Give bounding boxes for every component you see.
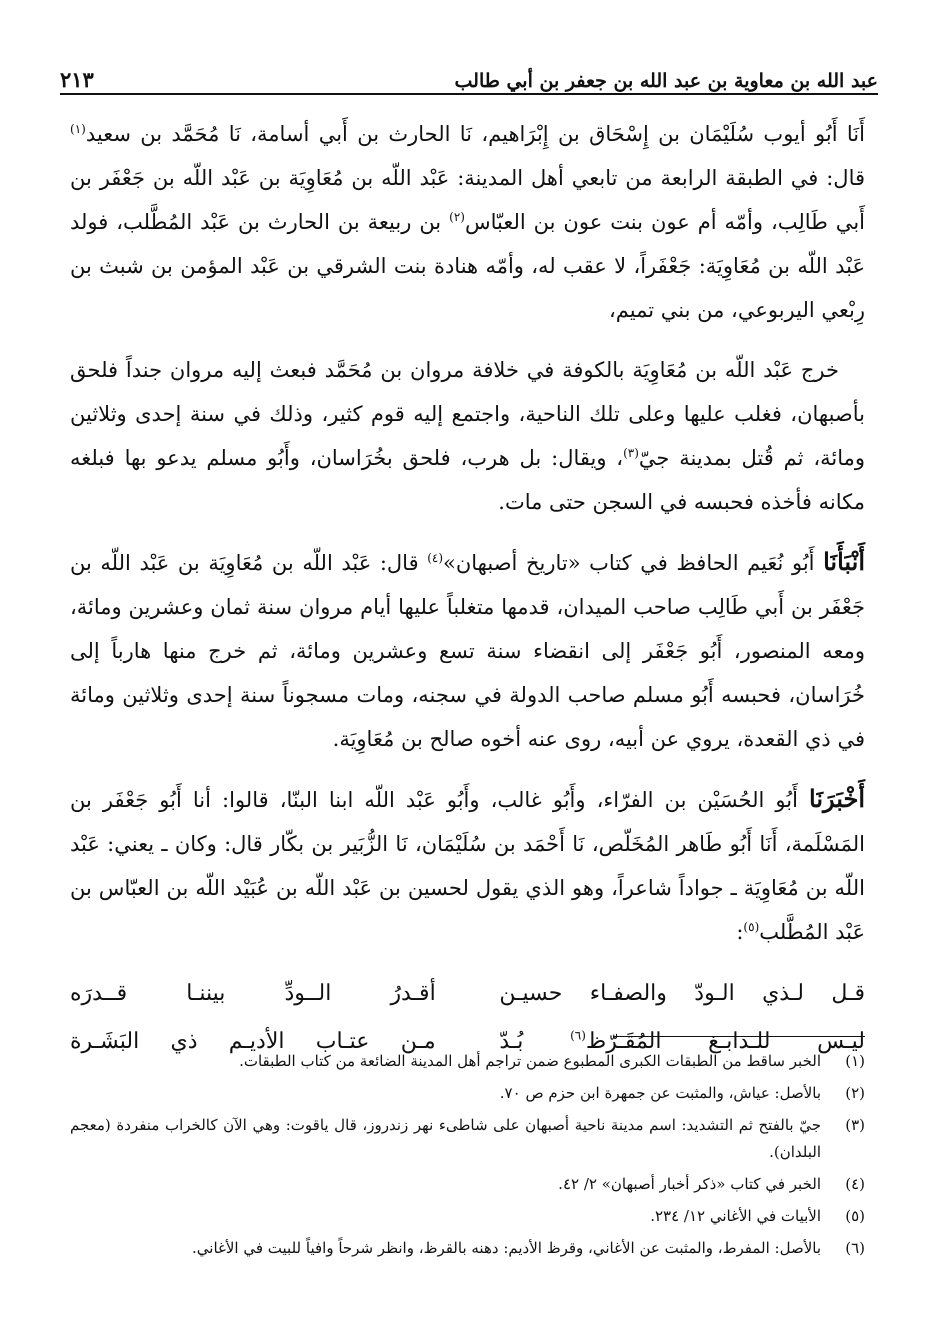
footnote-item [70,1235,865,1262]
paragraph-3 [70,540,865,761]
hemistich-text: ليـس للـدابـغ المُقَـرّظ [585,1029,865,1054]
footnote-ref-5: (٥) [743,920,760,934]
paragraph-text: : [736,920,744,944]
footnote-number: (٤) [845,1175,865,1193]
page-number: ٢١٣ [60,67,94,92]
footnote-number: (٥) [845,1207,865,1225]
footnote-text: بالأصل: عياش، والمثبت عن جمهرة ابن حزم ص ٧٠. [499,1084,821,1102]
footnote-number: (٣) [845,1116,865,1134]
paragraph-1 [70,112,865,332]
paragraph-text: خرج عَبْد اللّه بن مُعَاوِيَة بالكوفة في خلافة مروان بن مُحَمَّد فبعث إليه مروان جنداً فلحق بأصبهان، فغلب عليها وعلى تلك الناحية، واجتمع إليه قوم كثير، وذلك في سنة إحدى وثلاثين ومائة، ثم قُتل بمدينة جيّ [70,358,865,470]
footnote-ref-1: (١) [70,122,86,136]
footnote-item [70,1080,865,1107]
isnad-lead-word: أَخْبَرَنَا [809,784,865,813]
footnote-ref-3: (٣) [623,446,639,460]
header-rule [60,93,878,95]
isnad-lead-word: أَنْبَأَنَا [823,547,865,576]
footnote-ref-2: (٢) [449,210,465,224]
footnotes [70,1048,865,1267]
footnote-ref-6: (٦) [570,1028,586,1043]
main-text [70,112,865,1066]
hemistich-first: قـل لـذي الـودّ والصفـاء حسيـن [499,981,865,1006]
paragraph-text: ، ويقال: بل هرب، فلحق بخُرَاسان، وأَبُو مسلم يدعو بها فبلغه مكانه فأخذه فحبسه في السجن حتى مات. [70,446,865,514]
footnote-item [70,1112,865,1166]
hemistich-second: مـن عتـاب الأديـم ذي البَشَـرة [70,1029,436,1054]
hemistich-text: بُـدّ [499,1029,571,1054]
page-header [60,60,878,92]
paragraph-text: أَبُو الحُسَيْن بن الفرّاء، وأَبُو غالب، وأَبُو عَبْد اللّه ابنا البنّا، قالوا: أنا أَبُو جَعْفَر بن المَسْلَمة، أَنَا أَبُو طَاهر المُخَلّص، نَا أَحْمَد بن سُلَيْمَان، نَا الزُّبَير بن بكّار قال: وكان ـ يعني: عَبْد اللّه بن مُعَاوِيَة ـ جواداً شاعراً، وهو الذي يقول لحسين بن عَبْد اللّه بن عُبَيْد اللّه بن العبّاس بن عَبْد المُطَّلب [70,788,865,944]
footnote-number: (٦) [845,1239,865,1257]
footnote-item [70,1171,865,1198]
footnote-text: بالأصل: المفرط، والمثبت عن الأغاني، وقرظ الأديم: دهنه بالقرظ، وانظر شرحاً وافياً للبيت في الأغاني. [192,1239,821,1257]
footnote-separator [613,1036,865,1037]
footnote-text: الخبر في كتاب «ذكر أخبار أصبهان» ٢/ ٤٢. [558,1175,821,1193]
paragraph-text: بن ربيعة بن الحارث بن عَبْد المُطَّلب، فولد عَبْد اللّه بن مُعَاوِيَة: جَعْفَراً، لا عقب له، وأمّه هنادة بنت الشرقي بن عَبْد المؤمن بن شبث بن رِبْعي اليربوعي، من بني تميم، [70,210,865,322]
hemistich-second: أقـدرُ الــودِّ بيننـا قــدرَه [70,981,436,1006]
footnote-text: الأبيات في الأغاني ١٢/ ٢٣٤. [650,1207,821,1225]
footnote-number: (٢) [845,1084,865,1102]
paragraph-text: أَنَا أَبُو أيوب سُلَيْمَان بن إِسْحَاق بن إِبْرَاهيم، نَا الحارث بن أَبي أسامة، نَا مُحَمَّد بن سعيد [85,122,865,146]
paragraph-text: قال: في الطبقة الرابعة من تابعي أهل المدينة: عَبْد اللّه بن مُعَاوِيَة بن عَبْد اللّه بن جَعْفَر بن أَبي طَالِب، وأمّه أم عون بنت عون بن العبّاس [70,166,866,234]
paragraph-2 [70,348,865,524]
footnote-text: الخبر ساقط من الطبقات الكبرى المطبوع ضمن تراجم أهل المدينة الضائعة من كتاب الطبقات. [239,1052,821,1070]
footnote-item [70,1048,865,1075]
poem-verse-1 [70,970,865,1018]
footnote-item [70,1203,865,1230]
paragraph-text: أَبُو نُعَيم الحافظ في كتاب «تاريخ أصبهان» [443,551,824,575]
footnote-ref-4: (٤) [427,551,444,565]
footnote-number: (١) [845,1052,865,1070]
paragraph-4 [70,777,865,954]
footnote-text: جيّ بالفتح ثم التشديد: اسم مدينة ناحية أصبهان على شاطىء نهر زندروز، قال ياقوت: وهي الآن كالخراب منفردة (معجم البلدان). [70,1116,821,1161]
paragraph-text: قال: عَبْد اللّه بن مُعَاوِيَة بن عَبْد اللّه بن جَعْفَر بن أَبي طَالِب صاحب الميدان، قدمها متغلباً عليها أيام مروان سنة ثمان وعشرين ومائة، ومعه المنصور، أَبُو جَعْفَر إلى انقضاء سنة تسع وعشرين ومائة، ثم خرج منها هارباً إلى خُرَاسان، فحبسه أَبُو مسلم صاحب الدولة في سجنه، ومات مسجوناً سنة إحدى وثلاثين ومائة في ذي القعدة، يروي عن أبيه، روى عنه أخوه صالح بن مُعَاوِيَة. [70,551,865,751]
running-title: عبد الله بن معاوية بن عبد الله بن جعفر بن أبي طالب [454,70,878,92]
